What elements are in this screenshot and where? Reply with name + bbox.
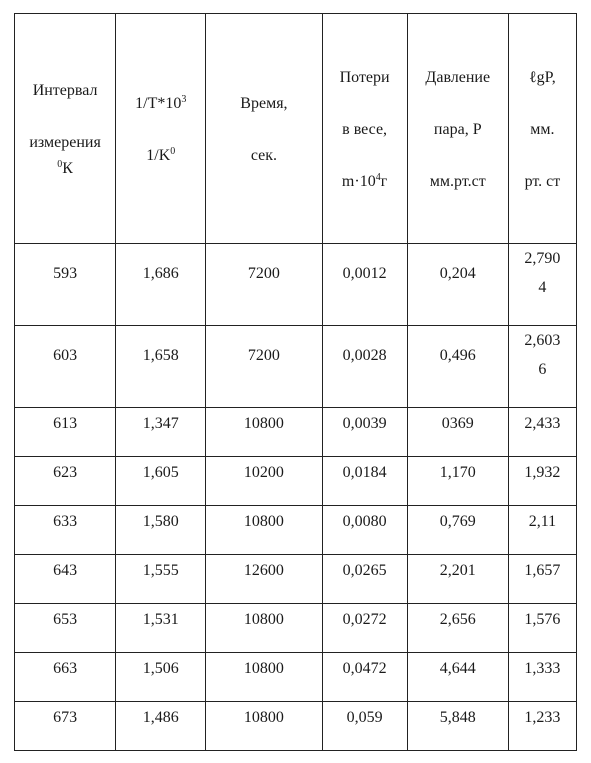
table-row [15,244,577,326]
weight-loss-cell: 0,0028 [322,326,407,408]
table-row [15,506,577,555]
measurement-table [14,13,577,751]
inverse-temperature-cell: 1,605 [116,457,206,506]
inverse-temperature-cell: 1,580 [116,506,206,555]
vapor-pressure-cell: 1,170 [407,457,508,506]
header-cell-interval: Интервал измерения $^0$К [15,14,116,244]
log-pressure-cell: 1,333 [508,653,576,702]
weight-loss-cell: 0,059 [322,702,407,751]
table-row [15,326,577,408]
weight-loss-cell: 0,0039 [322,408,407,457]
inverse-temperature-cell: 1,531 [116,604,206,653]
log-pressure-cell: 2,11 [508,506,576,555]
table-row [15,457,577,506]
header-cell-weight-loss: Потери в весе, $m\cdot 10^4г$ [322,14,407,244]
vapor-pressure-cell: 0,204 [407,244,508,326]
time-cell: 10200 [206,457,322,506]
vapor-pressure-cell: 0,496 [407,326,508,408]
interval-cell: 663 [15,653,116,702]
table-row [15,702,577,751]
log-pressure-cell: 2,433 [508,408,576,457]
time-cell: 12600 [206,555,322,604]
header-cell-vapor-pressure: Давление пара, Р мм.рт.ст [407,14,508,244]
time-cell: 10800 [206,408,322,457]
weight-loss-cell: 0,0080 [322,506,407,555]
interval-cell: 643 [15,555,116,604]
log-pressure-cell: 1,932 [508,457,576,506]
log-pressure-cell: 2,603 6 [508,326,576,408]
interval-cell: 593 [15,244,116,326]
vapor-pressure-cell: 0,769 [407,506,508,555]
inverse-temperature-cell: 1,658 [116,326,206,408]
vapor-pressure-cell: 4,644 [407,653,508,702]
inverse-temperature-cell: 1,506 [116,653,206,702]
inverse-temperature-cell: 1,486 [116,702,206,751]
header-cell-log-pressure: ℓgP, мм. рт. ст [508,14,576,244]
table-header-row [15,14,577,244]
table-row [15,555,577,604]
table-row [15,653,577,702]
interval-cell: 623 [15,457,116,506]
weight-loss-cell: 0,0184 [322,457,407,506]
log-pressure-cell: 1,233 [508,702,576,751]
table-row [15,604,577,653]
interval-cell: 673 [15,702,116,751]
table-body [15,244,577,751]
weight-loss-cell: 0,0265 [322,555,407,604]
header-cell-inverse-temperature: $1/T*10^3$ $1/K^0$ [116,14,206,244]
inverse-temperature-cell: 1,686 [116,244,206,326]
interval-cell: 653 [15,604,116,653]
interval-cell: 613 [15,408,116,457]
vapor-pressure-cell: 0369 [407,408,508,457]
time-cell: 10800 [206,702,322,751]
log-pressure-cell: 1,657 [508,555,576,604]
inverse-temperature-cell: 1,347 [116,408,206,457]
log-pressure-cell: 1,576 [508,604,576,653]
vapor-pressure-cell: 5,848 [407,702,508,751]
weight-loss-cell: 0,0272 [322,604,407,653]
header-cell-time: Время, сек. [206,14,322,244]
inverse-temperature-cell: 1,555 [116,555,206,604]
time-cell: 10800 [206,653,322,702]
time-cell: 7200 [206,326,322,408]
log-pressure-cell: 2,790 4 [508,244,576,326]
time-cell: 10800 [206,604,322,653]
time-cell: 7200 [206,244,322,326]
table-row [15,408,577,457]
interval-cell: 633 [15,506,116,555]
time-cell: 10800 [206,506,322,555]
weight-loss-cell: 0,0012 [322,244,407,326]
interval-cell: 603 [15,326,116,408]
vapor-pressure-cell: 2,201 [407,555,508,604]
vapor-pressure-cell: 2,656 [407,604,508,653]
weight-loss-cell: 0,0472 [322,653,407,702]
